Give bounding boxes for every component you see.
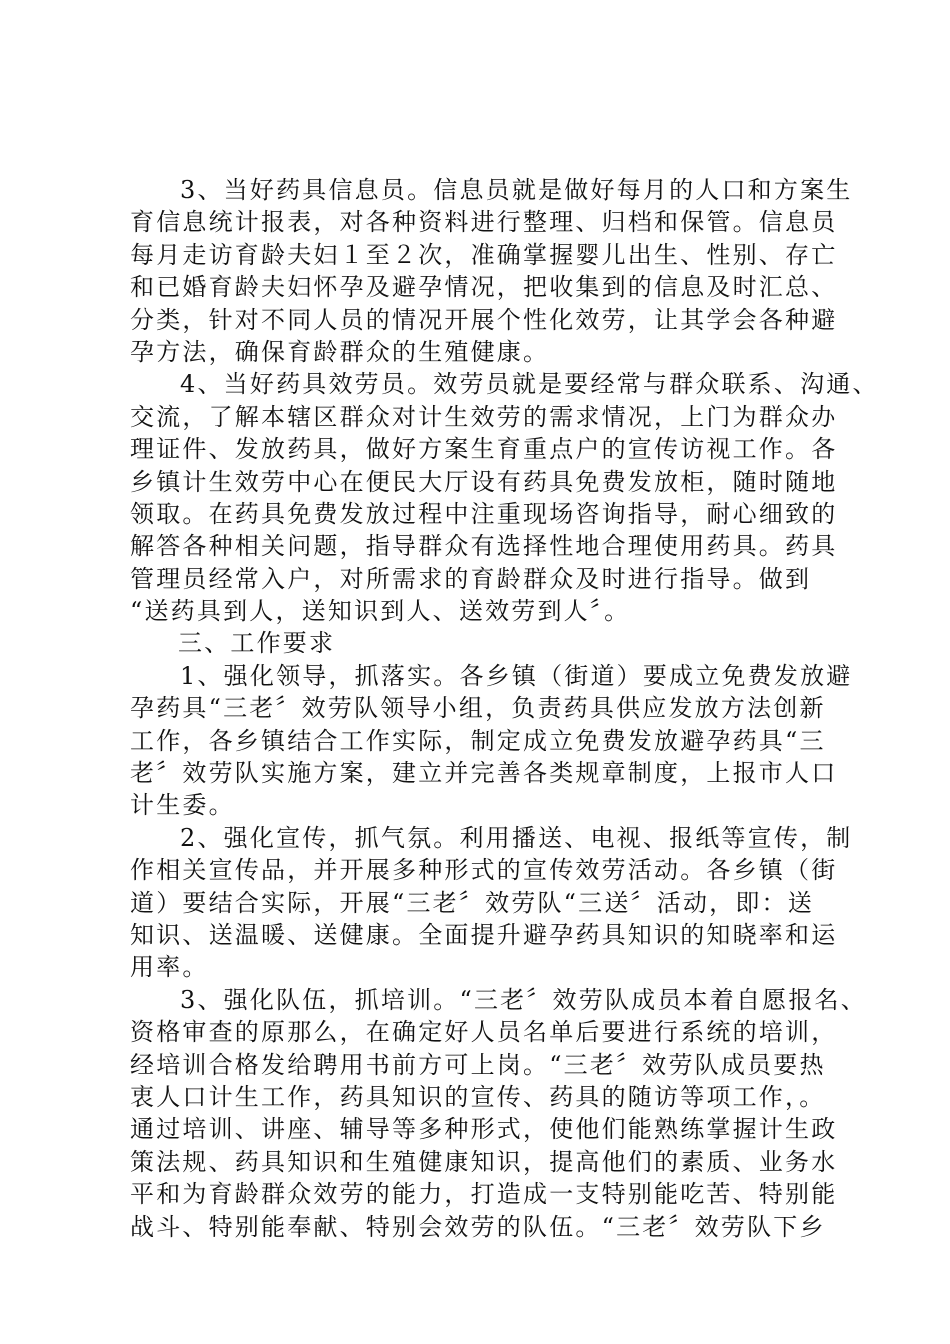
requirement-3-line-5: 通过培训、讲座、辅导等多种形式，使他们能熟练掌握计生政 [130,1115,838,1144]
paragraph-4-line-4: 乡镇计生效劳中心在便民大厅设有药具免费发放柜，随时随地 [130,467,838,496]
requirement-3-line-2: 资格审查的原那么，在确定好人员名单后要进行系统的培训， [130,1018,838,1047]
requirement-3-line-3: 经培训合格发给聘用书前方可上岗。“三老〞效劳队成员要热 [130,1050,826,1079]
paragraph-4-line-8: “送药具到人，送知识到人、送效劳到人〞。 [130,597,631,626]
paragraph-3-line-1: 3、当好药具信息员。信息员就是做好每月的人口和方案生 [180,176,853,204]
requirement-3-line-7: 平和为育龄群众效劳的能力，打造成一支特别能吃苦、特别能 [130,1180,838,1209]
requirement-2-line-3: 道）要结合实际，开展“三老〞效劳队“三送〞活动，即：送 [130,888,814,917]
requirement-3-line-4: 衷人口计生工作，药具知识的宣传、药具的随访等项工作，。 [130,1082,826,1111]
paragraph-4-line-2: 交流，了解本辖区群众对计生效劳的需求情况，上门为群众办 [130,402,838,431]
requirement-2-line-2: 作相关宣传品，并开展多种形式的宣传效劳活动。各乡镇（街 [130,856,838,885]
requirement-3-line-6: 策法规、药具知识和生殖健康知识，提高他们的素质、业务水 [130,1147,838,1176]
paragraph-4-line-1: 4、当好药具效劳员。效劳员就是要经常与群众联系、沟通、 [180,370,879,399]
paragraph-3-line-5: 分类，针对不同人员的情况开展个性化效劳，让其学会各种避 [130,305,838,334]
requirement-2-line-5: 用率。 [130,953,209,982]
requirement-3-line-1: 3、强化队伍，抓培训。“三老〞效劳队成员本着自愿报名、 [180,985,867,1014]
requirement-1-line-4: 老〞效劳队实施方案，建立并完善各类规章制度，上报市人口 [130,759,838,788]
requirement-2-line-1: 2、强化宣传，抓气氛。利用播送、电视、报纸等宣传，制 [180,823,853,852]
paragraph-4-line-6: 解答各种相关问题，指导群众有选择性地合理使用药具。药具 [130,532,838,561]
requirement-1-line-1: 1、强化领导，抓落实。各乡镇（街道）要成立免费发放避 [180,661,853,690]
document-body [130,174,879,1243]
requirement-1-line-3: 工作，各乡镇结合工作实际，制定成立免费发放避孕药具“三 [130,726,826,755]
paragraph-3-line-4: 和已婚育龄夫妇怀孕及避孕情况，把收集到的信息及时汇总、 [130,273,838,302]
paragraph-4-line-3: 理证件、发放药具，做好方案生育重点户的宣传访视工作。各 [130,435,838,464]
section-heading: 三、工作要求 [178,629,336,658]
requirement-3-line-8: 战斗、特别能奉献、特别会效劳的队伍。“三老〞效劳队下乡 [130,1212,826,1241]
paragraph-4-line-7: 管理员经常入户，对所需求的育龄群众及时进行指导。做到 [130,564,812,593]
paragraph-3-line-2: 育信息统计报表，对各种资料进行整理、归档和保管。信息员 [130,208,838,237]
paragraph-4-line-5: 领取。在药具免费发放过程中注重现场咨询指导，耐心细致的 [130,499,838,528]
requirement-2-line-4: 知识、送温暖、送健康。全面提升避孕药具知识的知晓率和运 [130,920,838,949]
requirement-1-line-5: 计生委。 [130,791,235,820]
requirement-1-line-2: 孕药具“三老〞效劳队领导小组，负责药具供应发放方法创新 [130,694,826,723]
paragraph-3-line-6: 孕方法，确保育龄群众的生殖健康。 [130,337,550,366]
paragraph-3-line-3: 每月走访育龄夫妇１至２次，准确掌握婴儿出生、性别、存亡 [130,240,838,269]
